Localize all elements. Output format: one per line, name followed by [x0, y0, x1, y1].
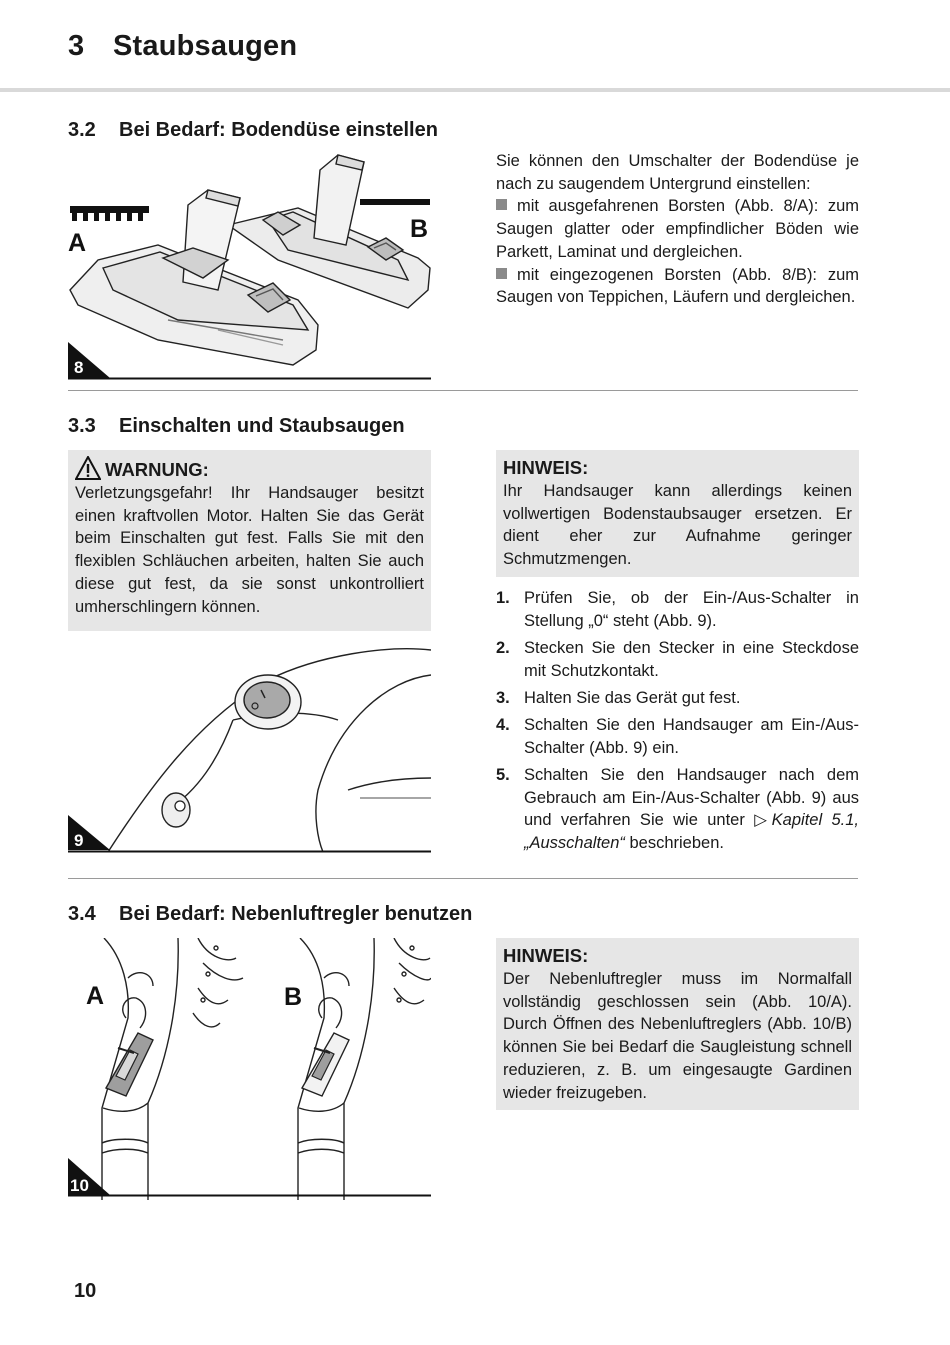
section-title-text: Bei Bedarf: Nebenluftregler benutzen — [119, 903, 473, 925]
bristles-in-icon — [360, 199, 430, 205]
note-text: Ihr Handsauger kann allerdings keinen vollwertigen Bodenstaubsauger ersetzen. Er dient eher zur Aufnahme geringer Schmutzmengen. — [503, 482, 852, 569]
cable-socket-icon — [162, 793, 190, 827]
section-3-2-title — [68, 119, 438, 142]
warning-text: Verletzungsgefahr! Ihr Handsauger besitzt einen kraftvollen Motor. Halten Sie das Gerät beim Einschalten gut fest. Falls Sie mit den flexiblen Schläuchen arbeiten, halten Sie auch diese gut fest, da sie sonst unkontrolliert umherschlingern können. — [75, 484, 424, 616]
bullet-square-icon — [496, 268, 507, 279]
figure-label-a: A — [86, 982, 105, 1010]
step-item: 2. Stecken Sie den Stecker in eine Steckdose mit Schutzkontakt. — [496, 638, 859, 680]
air-slider-closed-icon — [106, 1033, 153, 1096]
cross-reference-link[interactable]: Kapitel 5.1, „Ausschalten“ — [524, 811, 859, 853]
cross-reference-arrow-icon: ▷ — [754, 811, 772, 830]
bristles-out-icon — [70, 206, 149, 221]
page-number: 10 — [74, 1280, 97, 1302]
section-number: 3.3 — [68, 415, 96, 437]
note-box — [496, 938, 859, 1110]
warning-title: WARNUNG: — [75, 456, 424, 482]
figure-10-air-regulator — [68, 938, 431, 1200]
section-3-2-text — [496, 150, 859, 309]
section-title-text: Bei Bedarf: Bodendüse einstellen — [119, 119, 438, 141]
section-title-text: Einschalten und Staubsaugen — [119, 415, 405, 437]
figure-label-b: B — [284, 983, 303, 1011]
figure-number: 9 — [74, 831, 84, 850]
section-3-4-title — [68, 903, 472, 926]
section-divider — [68, 878, 858, 879]
section-number: 3.2 — [68, 119, 96, 141]
figure-number: 8 — [74, 358, 84, 377]
bullet-square-icon — [496, 199, 507, 210]
power-switch-icon — [235, 675, 301, 729]
header-rule — [0, 88, 950, 92]
step-item: 1. Prüfen Sie, ob der Ein-/Aus-Schalter in Stellung „0“ steht (Abb. 9). — [496, 589, 859, 630]
warning-triangle-icon — [75, 456, 101, 480]
note-title: HINWEIS: — [503, 457, 589, 478]
warning-box — [68, 450, 431, 631]
steps-list — [496, 587, 859, 859]
bullet-item: mit eingezogenen Borsten (Abb. 8/B): zum Saugen von Teppichen, Läufern und dergleichen. — [496, 265, 859, 307]
chapter-title — [68, 30, 297, 63]
section-number: 3.4 — [68, 903, 96, 925]
figure-9-power-switch — [68, 640, 431, 855]
note-box — [496, 450, 859, 577]
step-item: 5. Schalten Sie den Handsauger nach dem Gebrauch am Ein-/Aus-Schalter (Abb. 9) aus und verfahren Sie wie unter ▷Kapitel 5.1, „Ausschalten“ beschrieben. — [496, 765, 859, 853]
step-item: 3. Halten Sie das Gerät gut fest. — [496, 688, 741, 707]
step-item: 4. Schalten Sie den Handsauger am Ein-/Aus-Schalter (Abb. 9) ein. — [496, 716, 859, 757]
note-title: HINWEIS: — [503, 945, 589, 966]
section-divider — [68, 390, 858, 391]
section-3-3-title — [68, 415, 405, 438]
figure-label-b: B — [410, 215, 429, 243]
chapter-title-text: Staubsaugen — [113, 30, 298, 62]
figure-number: 10 — [70, 1176, 89, 1195]
figure-label-a: A — [68, 229, 87, 257]
figure-8-floor-nozzle — [68, 150, 431, 382]
note-text: Der Nebenluftregler muss im Normalfall vollständig geschlossen sein (Abb. 10/A). Durch Öffnen des Nebenluftreglers (Abb. 10/B) können Sie bei Bedarf die Saugleistung schnell reduzieren, z. B. um eingesaugte Gardinen wieder freizugeben. — [503, 970, 852, 1102]
bullet-item: mit ausgefahrenen Borsten (Abb. 8/A): zum Saugen glatter oder empfindlicher Böden wie Parkett, Laminat und dergleichen. — [496, 197, 859, 261]
chapter-number: 3 — [68, 30, 85, 62]
intro-paragraph: Sie können den Umschalter der Bodendüse je nach zu saugendem Untergrund einstellen: — [496, 152, 859, 193]
air-slider-open-icon — [302, 1033, 349, 1096]
